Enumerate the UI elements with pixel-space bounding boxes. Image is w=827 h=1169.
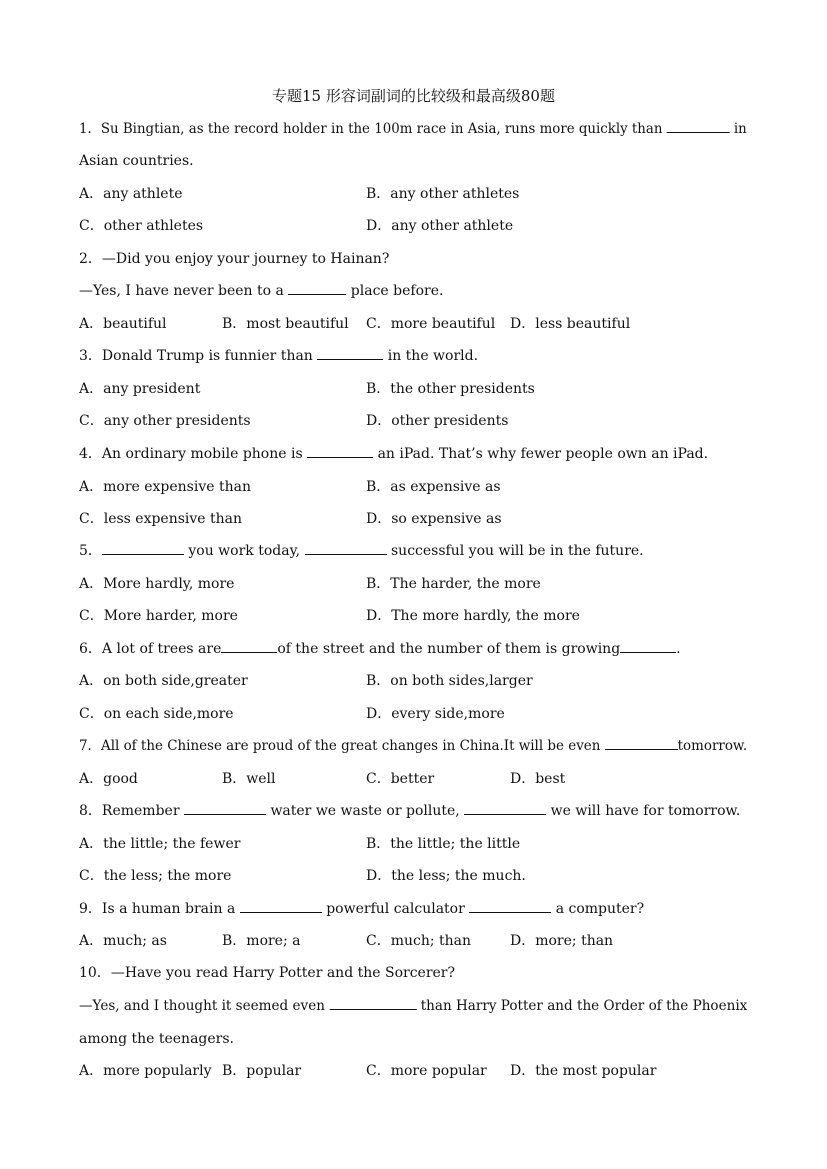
option-c: C．on each side,more [79,706,234,722]
stem-text: —Have you read Harry Potter and the Sorcerer? [110,965,455,981]
option-a: A．more expensive than [79,479,251,495]
option-b: B．The harder, the more [366,576,541,592]
question-9-stem [79,898,644,920]
question-1-stem [79,118,747,140]
option-b: B．the other presidents [366,381,535,397]
stem-text: Su Bingtian, as the record holder in the 100m race in Asia, runs more quickly than [100,121,663,137]
stem-text: Is a human brain a [101,901,236,917]
question-number: 7． [79,738,102,754]
option-d: D．less beautiful [510,316,631,332]
stem-text: A lot of trees are [101,641,222,657]
question-10-stem [79,962,455,984]
question-8-stem [79,800,740,822]
question-10-stem-line3: among the teenagers. [79,1031,234,1047]
option-a: A．any athlete [79,186,183,202]
stem-text: —Yes, and I thought it seemed even [79,998,325,1014]
option-a: A．any president [79,381,201,397]
answer-blank [288,280,346,295]
stem-text: Remember [101,803,180,819]
answer-blank [464,800,546,815]
question-number: 3． [79,348,102,364]
option-d: D．the less; the much. [366,868,526,884]
stem-text: we will have for tomorrow. [550,803,741,819]
question-6-stem [79,638,681,660]
question-number: 10． [79,965,111,981]
option-d: D．other presidents [366,413,509,429]
stem-text: an iPad. That’s why fewer people own an iPad. [377,446,709,462]
stem-text: you work today, [188,543,301,559]
question-4-stem [79,443,708,465]
stem-text: tomorrow. [677,738,748,754]
option-a: A．More hardly, more [79,576,235,592]
option-d: D．more; than [510,933,614,949]
question-5-stem [79,540,644,562]
answer-blank [102,540,184,555]
option-b: B．popular [222,1063,302,1079]
option-d: D．so expensive as [366,511,502,527]
stem-text: —Did you enjoy your journey to Hainan? [101,251,390,267]
answer-blank [221,638,277,653]
stem-text: —Yes, I have never been to a [79,283,284,299]
option-d: D．The more hardly, the more [366,608,580,624]
document-title: 专题15 形容词副词的比较级和最高级80题 [272,87,555,105]
question-number: 4． [79,446,102,462]
question-number: 6． [79,641,102,657]
question-number: 1． [79,121,101,137]
option-d: D．any other athlete [366,218,514,234]
option-b: B．more; a [222,933,301,949]
option-a: A．much; as [79,933,167,949]
stem-text: than Harry Potter and the Order of the Phoenix [420,998,748,1014]
question-2-stem-line2 [79,280,443,302]
answer-blank [317,345,383,360]
option-b: B．most beautiful [222,316,349,332]
option-b: B．any other athletes [366,186,520,202]
stem-text: place before. [350,283,444,299]
option-b: B．as expensive as [366,479,501,495]
question-2-stem [79,248,389,270]
stem-text: successful you will be in the future. [391,543,644,559]
stem-text: All of the Chinese are proud of the great changes in China.It will be even [101,738,601,754]
question-1-stem-line2: Asian countries. [79,153,194,169]
stem-text: in the world. [387,348,479,364]
option-b: B．on both sides,larger [366,673,533,689]
stem-text: Donald Trump is funnier than [101,348,313,364]
option-c: C．much; than [366,933,472,949]
stem-text: in [733,121,747,137]
option-d: D．every side,more [366,706,505,722]
stem-text: water we waste or pollute, [270,803,460,819]
answer-blank [240,898,322,913]
option-a: A．beautiful [79,316,167,332]
stem-text: powerful calculator [326,901,465,917]
answer-blank [605,735,678,750]
option-c: C．More harder, more [79,608,238,624]
question-10-stem-line2 [79,995,747,1017]
option-c: C．the less; the more [79,868,232,884]
option-c: C．any other presidents [79,413,251,429]
answer-blank [469,898,551,913]
question-number: 5． [79,543,102,559]
question-3-stem [79,345,478,367]
question-number: 8． [79,803,102,819]
option-c: C．less expensive than [79,511,243,527]
answer-blank [184,800,266,815]
answer-blank [329,995,416,1010]
stem-text: of the street and the number of them is growing [277,641,621,657]
option-a: A．on both side,greater [79,673,248,689]
option-c: C．better [366,771,435,787]
option-c: C．more popular [366,1063,487,1079]
stem-text: . [676,641,681,657]
option-b: B．the little; the little [366,836,521,852]
option-d: D．the most popular [510,1063,657,1079]
question-number: 9． [79,901,102,917]
option-c: C．other athletes [79,218,204,234]
option-a: A．good [79,771,138,787]
stem-text: a computer? [555,901,645,917]
answer-blank [305,540,387,555]
option-d: D．best [510,771,566,787]
option-c: C．more beautiful [366,316,496,332]
answer-blank [620,638,676,653]
question-number: 2． [79,251,102,267]
question-7-stem [79,735,747,757]
answer-blank [667,118,730,133]
answer-blank [307,443,373,458]
option-a: A．more popularly [79,1063,212,1079]
stem-text: An ordinary mobile phone is [101,446,303,462]
option-b: B．well [222,771,276,787]
option-a: A．the little; the fewer [79,836,241,852]
